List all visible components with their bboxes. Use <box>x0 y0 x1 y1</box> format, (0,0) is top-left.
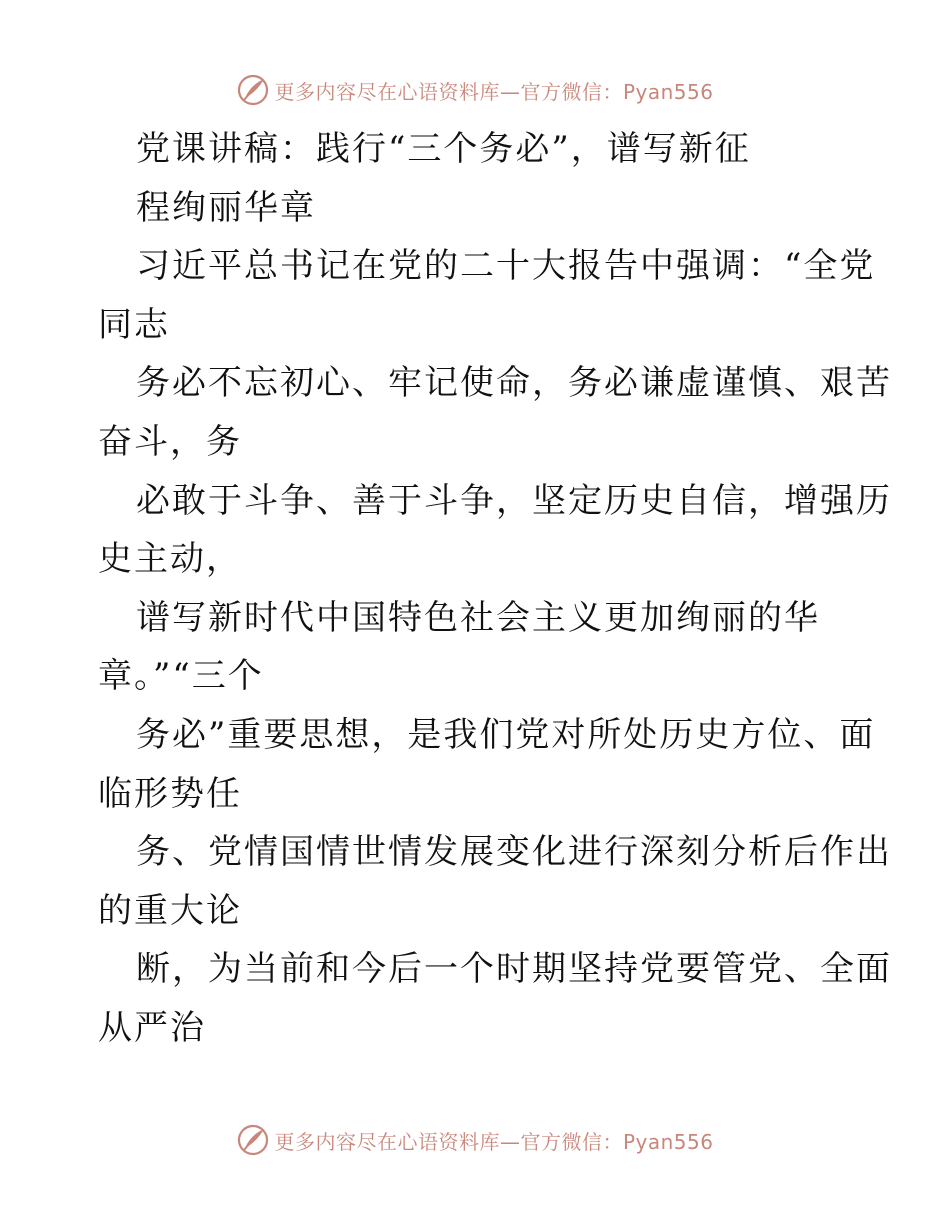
text-line: 同志 <box>98 304 170 345</box>
text-line: 临形势任 <box>98 773 242 814</box>
footer-watermark <box>0 1120 950 1160</box>
document-body <box>98 120 892 1058</box>
text-line: 断，为当前和今后一个时期坚持党要管党、全面 <box>136 949 892 990</box>
quill-logo-icon <box>236 1123 270 1157</box>
text-line: 务必”重要思想，是我们党对所处历史方位、面 <box>136 714 876 755</box>
header-watermark <box>0 70 950 110</box>
text-line: 史主动， <box>98 539 242 580</box>
text-line: 务、党情国情世情发展变化进行深刻分析后作出 <box>136 832 892 873</box>
text-line: 从严治 <box>98 1007 206 1048</box>
text-line: 谱写新时代中国特色社会主义更加绚丽的华 <box>136 597 820 638</box>
text-line: 奋斗，务 <box>98 421 242 462</box>
text-line: 习近平总书记在党的二十大报告中强调：“全党 <box>136 246 876 287</box>
text-line: 务必不忘初心、牢记使命，务必谦虚谨慎、艰苦 <box>136 363 892 404</box>
banner-text: 更多内容尽在心语资料库—官方微信：Pyan556 <box>274 1129 714 1154</box>
title-line-2: 程绚丽华章 <box>136 187 316 228</box>
text-line: 章。”“三个 <box>98 656 264 697</box>
banner-text: 更多内容尽在心语资料库—官方微信：Pyan556 <box>274 79 714 104</box>
title-line-1: 党课讲稿：践行“三个务必”，谱写新征 <box>136 129 751 169</box>
quill-logo-icon <box>236 73 270 107</box>
text-line: 必敢于斗争、善于斗争，坚定历史自信，增强历 <box>136 480 892 521</box>
text-line: 的重大论 <box>98 890 242 931</box>
